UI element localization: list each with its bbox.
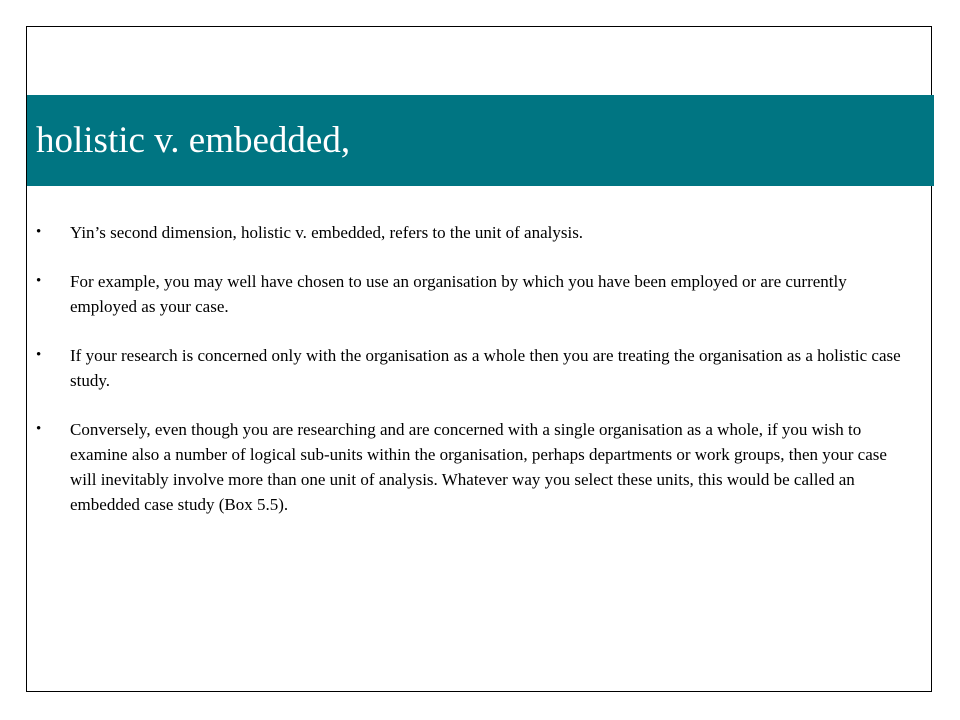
bullet-item-4 [36,417,916,517]
bullet-item-1 [36,220,916,245]
bullet-text: Yin’s second dimension, holistic v. embedded, refers to the unit of analysis. [70,223,584,242]
slide-title: holistic v. embedded, [36,120,351,161]
bullet-list [36,220,916,541]
bullet-icon: • [36,224,42,240]
title-bar [27,95,934,186]
bullet-text: Conversely, even though you are researching and are concerned with a single organisation as a whole, if you wish to examine also a number of logical sub-units within the organisation, perhaps departments or work groups, then your case will inevitably involve more than one unit of analysis. Whatever way you select these units, this would be called an embedded case study (Box 5.5). [70,420,887,514]
bullet-item-3 [36,343,916,393]
bullet-text: If your research is concerned only with the organisation as a whole then you are treating the organisation as a holistic case study. [70,346,901,390]
bullet-icon: • [36,273,42,289]
bullet-icon: • [36,347,42,363]
bullet-item-2 [36,269,916,319]
bullet-icon: • [36,421,42,437]
bullet-text: For example, you may well have chosen to use an organisation by which you have been employed or are currently employed as your case. [70,272,847,316]
